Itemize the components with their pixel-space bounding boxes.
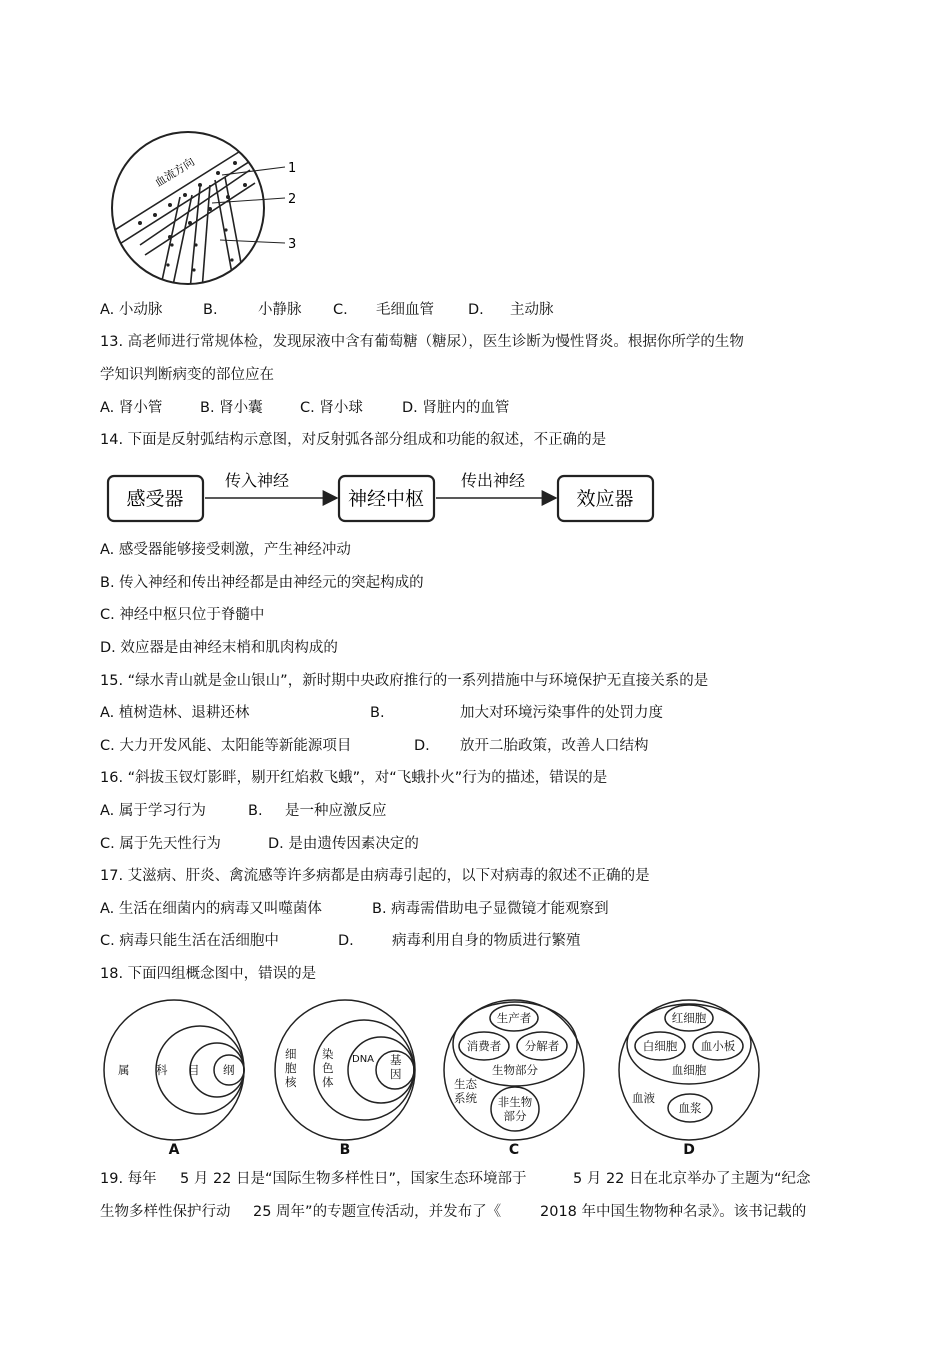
q15-stem: 15. “绿水青山就是金山银山”，新时期中央政府推行的一系列措施中与环境保护无直接关系的是 [100,673,709,689]
q19-line1-b: 5 月 22 日是“国际生物多样性日”，国家生态环境部于 [180,1171,527,1187]
q17-option-b: B. 病毒需借助电子显微镜才能观察到 [372,901,609,917]
q16-option-d: D. 是由遗传因素决定的 [268,836,419,852]
figA-label-family: 科 [156,1063,168,1077]
flow-direction-label: 血流方向 [152,155,197,190]
q14-option-b: B. 传入神经和传出神经都是由神经元的突起构成的 [100,575,424,591]
figC-decomposer: 分解者 [524,1039,560,1053]
q19-line2-c: 2018 年中国生物物种名录》。该书记载的 [540,1204,807,1220]
figC-system-1: 生态 [454,1077,477,1091]
label-3: 3 [288,237,297,252]
figB-label-4b: 因 [390,1067,402,1081]
q17-option-d: 病毒利用自身的物质进行繁殖 [392,933,581,949]
figB-label-dna: DNA [352,1054,375,1065]
q13-option-a: A. 肾小管 [100,400,163,416]
figC-system-2: 系统 [454,1091,477,1105]
figB-label-1b: 胞 [285,1061,297,1075]
q14-option-c: C. 神经中枢只位于脊髓中 [100,607,265,623]
q17-stem: 17. 艾滋病、肝炎、禽流感等许多病都是由病毒引起的，以下对病毒的叙述不正确的是 [100,868,650,884]
receptor-label: 感受器 [126,488,184,510]
figB-label-1a: 细 [285,1047,297,1061]
q15-option-b: 加大对环境污染事件的处罚力度 [460,705,663,721]
q15-option-d-letter: D. [414,738,430,754]
concept-diagrams [100,998,800,1158]
q16-stem: 16. “斜拔玉钗灯影畔，剔开红焰救飞蛾”，对“飞蛾扑火”行为的描述，错误的是 [100,770,608,786]
q13-option-d: D. 肾脏内的血管 [402,400,510,416]
figD-plasma: 血浆 [678,1101,702,1115]
nerve-center-label: 神经中枢 [347,488,425,510]
q19-line2-b: 25 周年”的专题宣传活动，并发布了《 [253,1204,502,1220]
q16-option-b: 是一种应激反应 [285,803,387,819]
figB-caption: B [339,1142,351,1158]
q13-stem-line2: 学知识判断病变的部位应在 [100,367,274,383]
q12-option-d: 主动脉 [510,302,554,318]
q12-option-c: 毛细血管 [376,302,434,318]
figA-caption: A [168,1142,180,1158]
label-1: 1 [288,161,297,176]
figC-producer: 生产者 [496,1011,532,1025]
reflex-arc-diagram [105,462,660,528]
q16-option-b-letter: B. [248,803,263,819]
q13-stem-line1: 13. 高老师进行常规体检，发现尿液中含有葡萄糖（糖尿），医生诊断为慢性肾炎。根据你所学的生物 [100,334,744,350]
figD-caption: D [683,1142,695,1158]
figB-label-1c: 核 [285,1075,297,1089]
figA-label-order: 目 [188,1063,200,1077]
q13-option-b: B. 肾小囊 [200,400,263,416]
figB-label-2c: 体 [322,1075,334,1089]
effector-label: 效应器 [576,488,634,510]
efferent-nerve-label: 传出神经 [460,471,526,490]
q15-option-c: C. 大力开发风能、太阳能等新能源项目 [100,738,352,754]
figB-label-2b: 色 [322,1061,334,1075]
blood-vessel-figure [100,125,310,290]
q17-option-a: A. 生活在细菌内的病毒又叫噬菌体 [100,901,322,917]
q18-stem: 18. 下面四组概念图中，错误的是 [100,966,317,982]
q14-stem: 14. 下面是反射弧结构示意图，对反射弧各部分组成和功能的叙述，不正确的是 [100,432,607,448]
q17-option-d-letter: D. [338,933,354,949]
figD-blood: 血液 [632,1091,655,1105]
q17-option-c: C. 病毒只能生活在活细胞中 [100,933,279,949]
figD-platelet: 血小板 [700,1039,736,1053]
q15-option-b-letter: B. [370,705,385,721]
q12-option-a: A. 小动脉 [100,302,163,318]
figD-blood-cells: 血细胞 [671,1063,707,1077]
figC-caption: C [508,1142,520,1158]
figA-label-class: 纲 [223,1063,235,1077]
q16-option-a: A. 属于学习行为 [100,803,206,819]
q19-line1-a: 19. 每年 [100,1171,157,1187]
q12-option-d-letter: D. [468,302,484,318]
q14-option-a: A. 感受器能够接受刺激，产生神经冲动 [100,542,351,558]
q12-option-b: 小静脉 [258,302,302,318]
figC-bio-part: 生物部分 [492,1063,538,1077]
figB-label-4a: 基 [390,1053,402,1067]
label-2: 2 [288,192,297,207]
afferent-nerve-label: 传入神经 [224,471,290,490]
figB-label-2a: 染 [322,1047,334,1061]
q12-option-c-letter: C. [333,302,348,318]
q19-line1-c: 5 月 22 日在北京举办了主题为“纪念 [573,1171,811,1187]
q15-option-d: 放开二胎政策，改善人口结构 [460,738,649,754]
q12-option-b-letter: B. [203,302,218,318]
figC-nonbio-1: 非生物 [497,1095,533,1109]
q13-option-c: C. 肾小球 [300,400,363,416]
figC-nonbio-2: 部分 [503,1109,527,1123]
q15-option-a: A. 植树造林、退耕还林 [100,705,250,721]
figA-label-genus: 属 [118,1063,130,1077]
figC-consumer: 消费者 [466,1039,502,1053]
q14-option-d: D. 效应器是由神经末梢和肌肉构成的 [100,640,338,656]
q16-option-c: C. 属于先天性行为 [100,836,221,852]
q19-line2-a: 生物多样性保护行动 [100,1204,231,1220]
figD-wbc: 白细胞 [642,1039,678,1053]
figD-rbc: 红细胞 [671,1011,707,1025]
